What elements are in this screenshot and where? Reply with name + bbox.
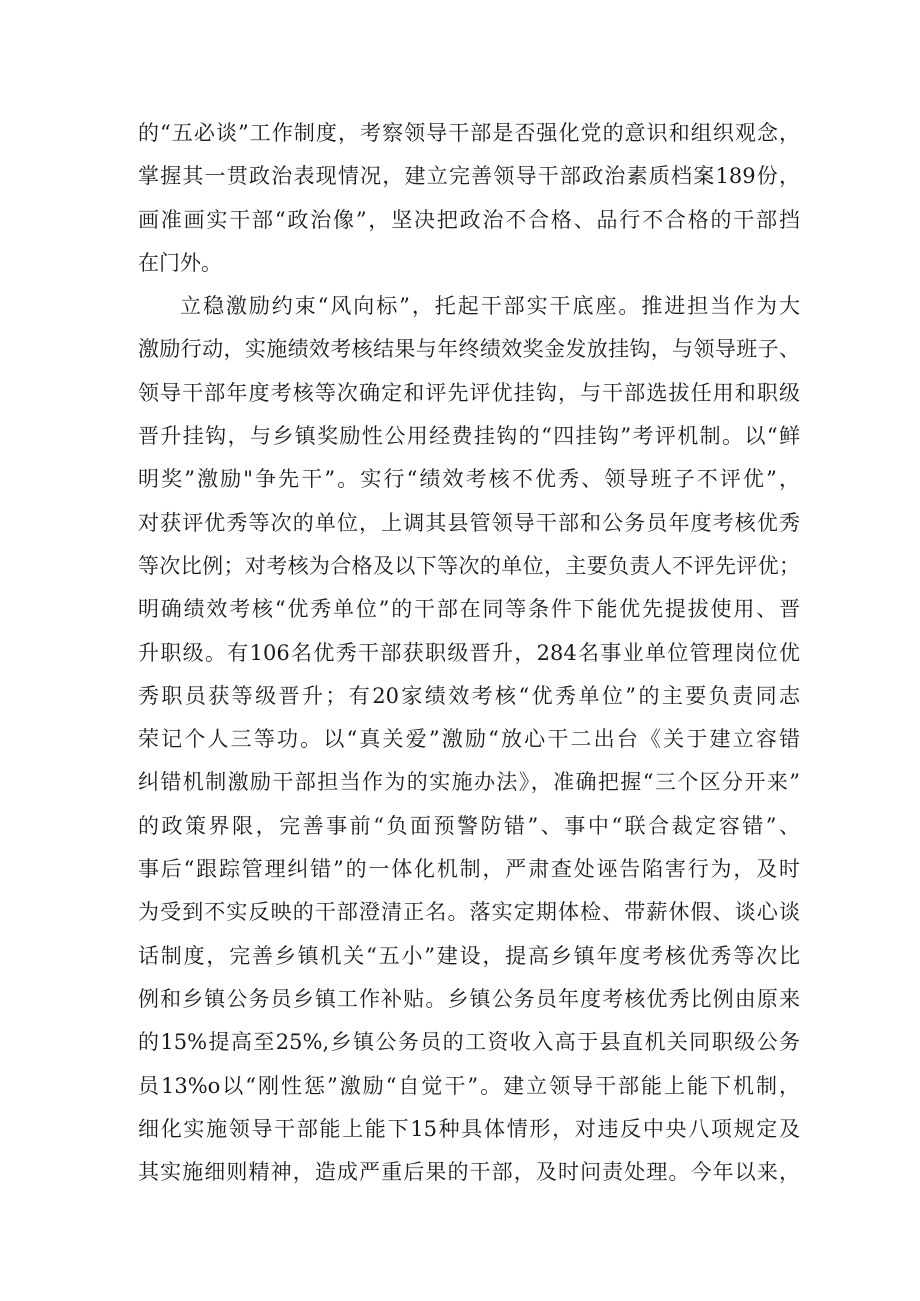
text-line: 明奖”激励"争先干”。实行“绩效考核不优秀、领导班子不评优”， [138, 467, 800, 492]
text-line: 员13%o以“刚性惩”激励“自觉干”。建立领导干部能上能下机制， [138, 1073, 800, 1098]
text-line: 秀职员获等级晋升；有20家绩效考核“优秀单位”的主要负责同志 [138, 683, 800, 708]
paragraph-1 [138, 112, 800, 285]
text-line: 例和乡镇公务员乡镇工作补贴。乡镇公务员年度考核优秀比例由原来 [138, 986, 800, 1011]
text-line: 掌握其一贯政治表现情况，建立完善领导干部政治素质档案189份， [138, 164, 800, 189]
text-line: 对获评优秀等次的单位，上调其县管领导干部和公务员年度考核优秀 [138, 510, 800, 535]
text-line: 的政策界限，完善事前“负面预警防错”、事中“联合裁定容错”、 [138, 813, 800, 838]
text-line: 升职级。有106名优秀干部获职级晋升，284名事业单位管理岗位优 [138, 640, 800, 665]
text-line: 其实施细则精神，造成严重后果的干部，及时问责处理。今年以来， [138, 1160, 800, 1185]
text-line: 荣记个人三等功。以“真关爱”激励“放心干二出台《关于建立容错 [138, 727, 800, 752]
text-line: 晋升挂钩，与乡镇奖励性公用经费挂钩的“四挂钩”考评机制。以“鲜 [138, 424, 800, 449]
text-line: 细化实施领导干部能上能下15种具体情形，对违反中央八项规定及 [138, 1116, 800, 1141]
text-line: 等次比例；对考核为合格及以下等次的单位，主要负责人不评先评优； [138, 553, 800, 578]
text-line: 明确绩效考核“优秀单位”的干部在同等条件下能优先提拔使用、晋 [138, 597, 800, 622]
text-line: 在门外。 [138, 250, 222, 275]
text-line: 为受到不实反映的干部澄清正名。落实定期体检、带薪休假、谈心谈 [138, 900, 800, 925]
text-line: 的15%提高至25%,乡镇公务员的工资收入高于县直机关同职级公务 [138, 1030, 800, 1055]
text-line: 领导干部年度考核等次确定和评先评优挂钩，与干部选拔任用和职级 [138, 380, 800, 405]
text-line: 纠错机制激励干部担当作为的实施办法》，准确把握“三个区分开来” [138, 770, 800, 795]
text-line: 的“五必谈”工作制度，考察领导干部是否强化党的意识和组织观念， [138, 121, 800, 145]
text-line: 话制度，完善乡镇机关“五小”建设，提高乡镇年度考核优秀等次比 [138, 943, 800, 968]
paragraph-2 [138, 285, 800, 1194]
document-body [138, 112, 800, 1194]
text-line: 立稳激励约束“风向标”，托起干部实干底座。推进担当作为大 [180, 294, 800, 319]
text-line: 画准画实干部“政治像”，坚决把政治不合格、品行不合格的干部挡 [138, 207, 800, 232]
text-line: 事后“跟踪管理纠错”的一体化机制，严肃查处诬告陷害行为，及时 [138, 857, 800, 882]
text-line: 激励行动，实施绩效考核结果与年终绩效奖金发放挂钩，与领导班子、 [138, 337, 800, 362]
